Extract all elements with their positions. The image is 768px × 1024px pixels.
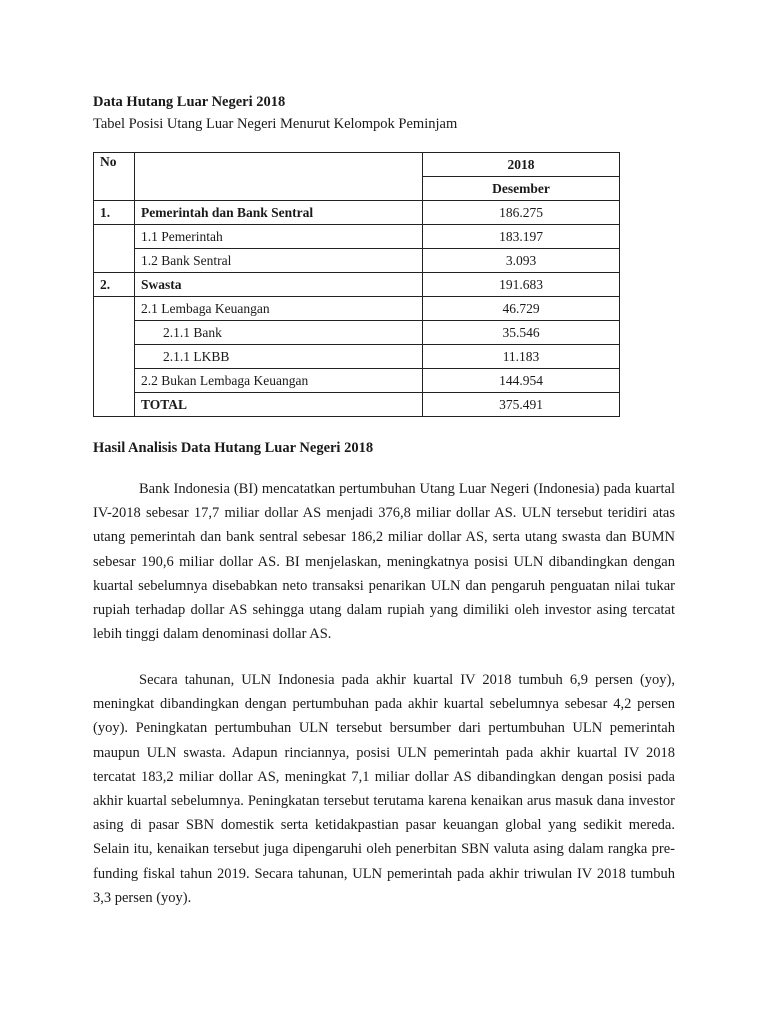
row-no-empty [94, 225, 135, 273]
table-row-total [94, 393, 620, 417]
row-value: 144.954 [423, 369, 620, 393]
row-no: 2. [94, 273, 135, 297]
header-blank [135, 153, 423, 201]
document-title: Data Hutang Luar Negeri 2018 [93, 94, 286, 110]
debt-table [93, 152, 620, 417]
row-no-empty [94, 297, 135, 417]
row-value: 186.275 [423, 201, 620, 225]
header-year: 2018 [423, 153, 620, 177]
row-name: Swasta [135, 273, 423, 297]
table-header-row [94, 153, 620, 177]
row-name: 2.1.1 LKBB [135, 345, 423, 369]
row-name: 2.1.1 Bank [135, 321, 423, 345]
header-month: Desember [423, 177, 620, 201]
header-no: No [94, 153, 135, 201]
table-row [94, 201, 620, 225]
row-name: 2.2 Bukan Lembaga Keuangan [135, 369, 423, 393]
row-value: 46.729 [423, 297, 620, 321]
analysis-paragraph-2: Secara tahunan, ULN Indonesia pada akhir kuartal IV 2018 tumbuh 6,9 persen (yoy), meningkat dibandingkan dengan pertumbuhan pada akhir kuartal sebelumnya sebesar 4,2 persen (yoy). Peningkatan pertumbuhan ULN tersebut bersumber dari pertumbuhan ULN pemerintah maupun ULN swasta. Adapun rinciannya, posisi ULN pemerintah pada akhir kuartal IV 2018 tercatat 183,2 miliar dollar AS, meningkat 7,1 miliar dollar AS dibandingkan dengan posisi pada akhir kuartal sebelumnya. Peningkatan tersebut terutama karena kenaikan arus masuk dana investor asing di pasar SBN domestik serta ketidakpastian pasar keuangan global yang sedikit mereda. Selain itu, kenaikan tersebut juga dipengaruhi oleh penerbitan SBN valuta asing dalam rangka pre-funding fiskal tahun 2019. Secara tahunan, ULN pemerintah pada akhir triwulan IV 2018 tumbuh 3,3 persen (yoy). [93, 672, 675, 906]
table-row [94, 369, 620, 393]
row-name: TOTAL [135, 393, 423, 417]
row-value: 183.197 [423, 225, 620, 249]
table-row [94, 273, 620, 297]
analysis-paragraph-1: Bank Indonesia (BI) mencatatkan pertumbuhan Utang Luar Negeri (Indonesia) pada kuartal IV-2018 sebesar 17,7 miliar dollar AS menjadi 376,8 miliar dollar AS. ULN tersebut teridiri atas utang pemerintah dan bank sentral sebesar 186,2 miliar dollar AS, serta utang swasta dan BUMN sebesar 190,6 miliar dollar AS. BI menjelaskan, meningkatnya posisi ULN dibandingkan dengan kuartal sebelumnya disebabkan neto transaksi penarikan ULN dan pengaruh penguatan nilai tukar rupiah terhadap dollar AS sehingga utang dalam rupiah yang dimiliki oleh investor asing tercatat lebih tinggi dalam denominasi dollar AS. [93, 481, 675, 643]
row-name: 2.1 Lembaga Keuangan [135, 297, 423, 321]
row-value: 375.491 [423, 393, 620, 417]
row-value: 11.183 [423, 345, 620, 369]
table-row [94, 297, 620, 321]
table-row [94, 345, 620, 369]
table-row [94, 321, 620, 345]
document-page [93, 93, 675, 906]
table-row [94, 249, 620, 273]
row-name: 1.1 Pemerintah [135, 225, 423, 249]
analysis-heading: Hasil Analisis Data Hutang Luar Negeri 2018 [93, 440, 374, 456]
row-value: 3.093 [423, 249, 620, 273]
table-caption: Tabel Posisi Utang Luar Negeri Menurut Kelompok Peminjam [93, 116, 458, 132]
table-row [94, 225, 620, 249]
row-no: 1. [94, 201, 135, 225]
row-value: 35.546 [423, 321, 620, 345]
row-name: 1.2 Bank Sentral [135, 249, 423, 273]
row-name: Pemerintah dan Bank Sentral [135, 201, 423, 225]
row-value: 191.683 [423, 273, 620, 297]
